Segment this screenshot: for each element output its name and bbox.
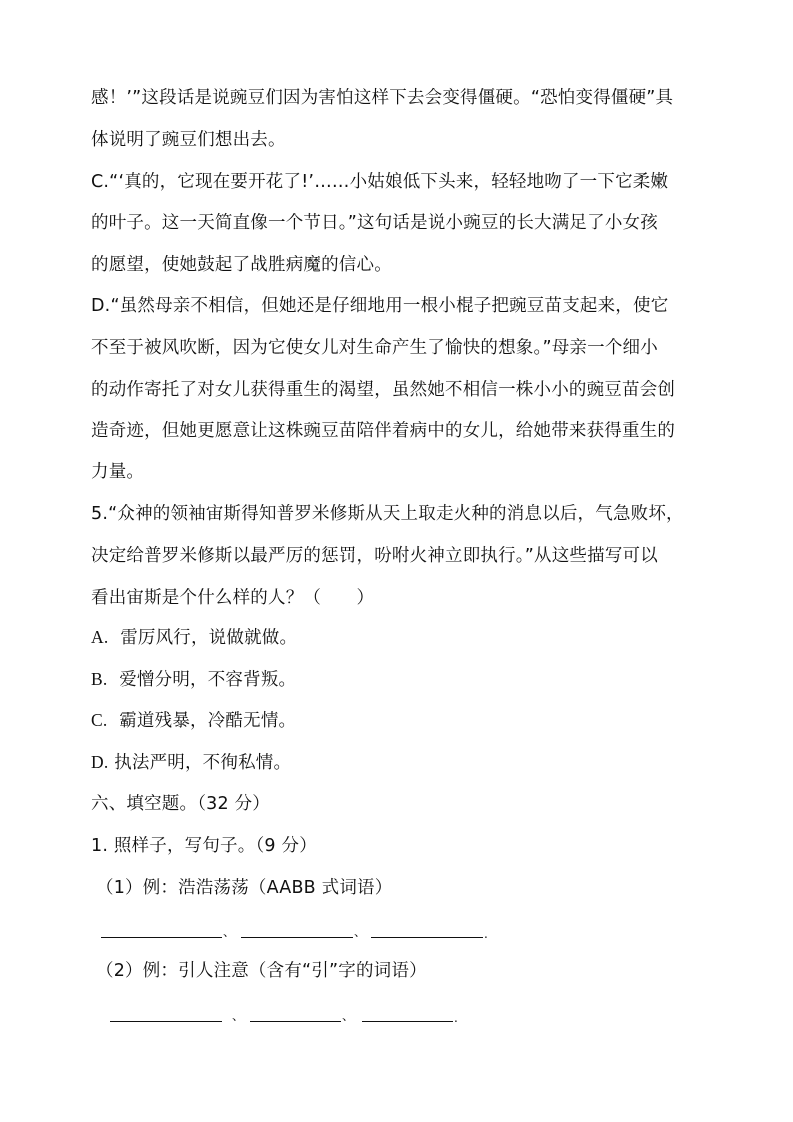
option-label: B. — [91, 669, 108, 689]
option-c-line-3: 的愿望，使她鼓起了战胜病魔的信心。 — [91, 255, 392, 275]
q5-option-d — [91, 750, 291, 775]
option-label: C. — [91, 710, 108, 730]
option-label: D. — [91, 752, 109, 772]
option-d-line-2: 不至于被风吹断，因为它使女儿对生命产生了愉快的想象。”母亲一个细小 — [91, 338, 658, 358]
separator: 、 — [354, 925, 367, 939]
option-text: 霸道残暴，冷酷无情。 — [119, 711, 297, 731]
sub-question-1-prompt: （1）例：浩浩荡荡（AABB 式词语） — [96, 878, 393, 898]
option-c-line-1: C.“‘真的，它现在要开花了!’……小姑娘低下头来，轻轻地吻了一下它柔嫩 — [91, 172, 669, 192]
answer-blank-1-2[interactable] — [241, 937, 353, 938]
separator: 、 — [342, 1009, 355, 1023]
option-d-line-1: D.“虽然母亲不相信，但她还是仔细地用一根小棍子把豌豆苗支起来，使它 — [91, 296, 669, 316]
answer-blank-1-3[interactable] — [371, 937, 483, 938]
answer-blank-1-1[interactable] — [101, 937, 222, 938]
separator: 、 — [232, 1009, 245, 1023]
sub-question-2-prompt: （2）例：引人注意（含有“引”字的词语） — [96, 961, 427, 981]
option-d-line-3: 的动作寄托了对女儿获得重生的渴望，虽然她不相信一株小小的豌豆苗会创 — [91, 380, 676, 400]
question-5-line-3: 看出宙斯是个什么样的人？（ ） — [91, 588, 375, 608]
answer-blank-2-2[interactable] — [250, 1021, 341, 1022]
text-line-2: 体说明了豌豆们想出去。 — [91, 130, 286, 150]
answer-blank-2-1[interactable] — [110, 1021, 222, 1022]
question-1-title: 1. 照样子，写句子。（9 分） — [91, 836, 317, 856]
option-c-line-2: 的叶子。这一天简直像一个节日。”这句话是说小豌豆的长大满足了小女孩 — [91, 213, 658, 233]
separator: 、 — [223, 925, 236, 939]
q5-option-c — [91, 708, 296, 733]
answer-blank-2-3[interactable] — [362, 1021, 453, 1022]
separator: . — [454, 1011, 458, 1025]
option-text: 雷厉风行，说做就做。 — [120, 628, 298, 648]
option-text: 执法严明，不徇私情。 — [114, 753, 292, 773]
text-line-1: 感！’”这段话是说豌豆们因为害怕这样下去会变得僵硬。“恐怕变得僵硬”具 — [91, 88, 674, 108]
question-5-line-1: 5.“众神的领袖宙斯得知普罗米修斯从天上取走火种的消息以后，气急败坏， — [91, 504, 684, 524]
q5-option-b — [91, 667, 296, 692]
q5-option-a — [91, 625, 297, 650]
option-label: A. — [91, 627, 109, 647]
separator: . — [484, 927, 488, 941]
option-d-line-4: 造奇迹，但她更愿意让这株豌豆苗陪伴着病中的女儿，给她带来获得重生的 — [91, 421, 676, 441]
question-5-line-2: 决定给普罗米修斯以最严厉的惩罚，吩咐火神立即执行。”从这些描写可以 — [91, 546, 658, 566]
option-text: 爱憎分明，不容背叛。 — [119, 670, 297, 690]
section-6-title: 六、填空题。（32 分） — [91, 794, 270, 814]
option-d-line-5: 力量。 — [91, 462, 145, 482]
